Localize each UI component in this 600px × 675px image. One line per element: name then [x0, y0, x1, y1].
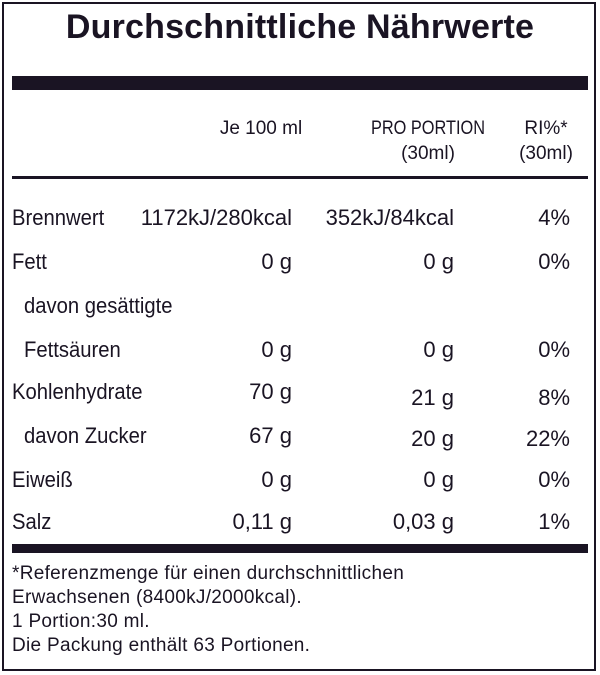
header-per-100ml — [196, 116, 326, 141]
header-per-portion — [358, 116, 498, 166]
nutrient-row-fett — [0, 247, 600, 277]
nutrient-row-davon-gesaettigte — [0, 291, 600, 321]
value-ri: 4% — [538, 205, 570, 230]
value-per-100ml: 0,11 g — [232, 509, 292, 534]
header-per-portion-label: PRO PORTION — [370, 118, 486, 139]
header-ri-unit: (30ml) — [519, 143, 573, 164]
footnote — [12, 562, 588, 658]
nutrient-row-brennwert — [0, 203, 600, 233]
value-per-portion: 0 g — [423, 337, 454, 362]
footnote-line: 1 Portion:30 ml. — [12, 611, 150, 632]
value-per-100ml: 70 g — [249, 379, 292, 404]
footnote-line: Erwachsenen (8400kJ/2000kcal). — [12, 587, 302, 608]
value-ri: 1% — [538, 509, 570, 534]
bottom-divider — [12, 544, 588, 553]
nutrient-name: davon gesättigte — [24, 293, 173, 318]
value-ri: 22% — [525, 426, 570, 451]
nutrient-name: Brennwert — [12, 205, 105, 230]
nutrient-name: davon Zucker — [24, 423, 147, 448]
nutrient-row-davon-zucker — [0, 421, 600, 451]
value-per-portion: 20 g — [411, 426, 454, 451]
nutrient-name: Fett — [12, 249, 47, 274]
nutrient-name: Eiweiß — [12, 467, 73, 492]
value-per-100ml: 0 g — [261, 337, 292, 362]
nutrient-row-fettsaeuren — [0, 335, 600, 365]
value-per-100ml: 1172kJ/280kcal — [140, 205, 292, 230]
value-per-100ml: 67 g — [249, 423, 292, 448]
header-ri — [508, 116, 584, 166]
top-divider — [12, 76, 588, 90]
nutrient-row-eiweiss — [0, 465, 600, 495]
value-per-portion: 21 g — [411, 385, 454, 410]
nutrient-name: Salz — [12, 509, 52, 534]
value-per-portion: 0 g — [423, 249, 454, 274]
value-ri: 0% — [538, 337, 570, 362]
nutrient-row-kohlenhydrate — [0, 377, 600, 410]
value-ri: 8% — [538, 385, 570, 410]
value-per-100ml: 0 g — [261, 249, 292, 274]
header-divider — [12, 176, 588, 179]
footnote-line: *Referenzmenge für einen durchschnittlichen — [12, 563, 405, 584]
nutrient-name: Fettsäuren — [24, 337, 121, 362]
header-per-portion-unit: (30ml) — [401, 143, 455, 164]
header-ri-label: RI%* — [524, 118, 568, 139]
value-per-portion: 0 g — [423, 467, 454, 492]
value-per-100ml: 0 g — [261, 467, 292, 492]
value-ri: 0% — [538, 467, 570, 492]
nutrient-row-salz — [0, 507, 600, 537]
header-per-100ml-label: Je 100 ml — [219, 118, 303, 139]
value-per-portion: 352kJ/84kcal — [325, 205, 454, 230]
value-ri: 0% — [538, 249, 570, 274]
nutrient-name: Kohlenhydrate — [12, 379, 143, 404]
footnote-line: Die Packung enthält 63 Portionen. — [12, 635, 311, 656]
value-per-portion: 0,03 g — [392, 509, 454, 534]
label-title: Durchschnittliche Nährwerte — [65, 8, 535, 46]
